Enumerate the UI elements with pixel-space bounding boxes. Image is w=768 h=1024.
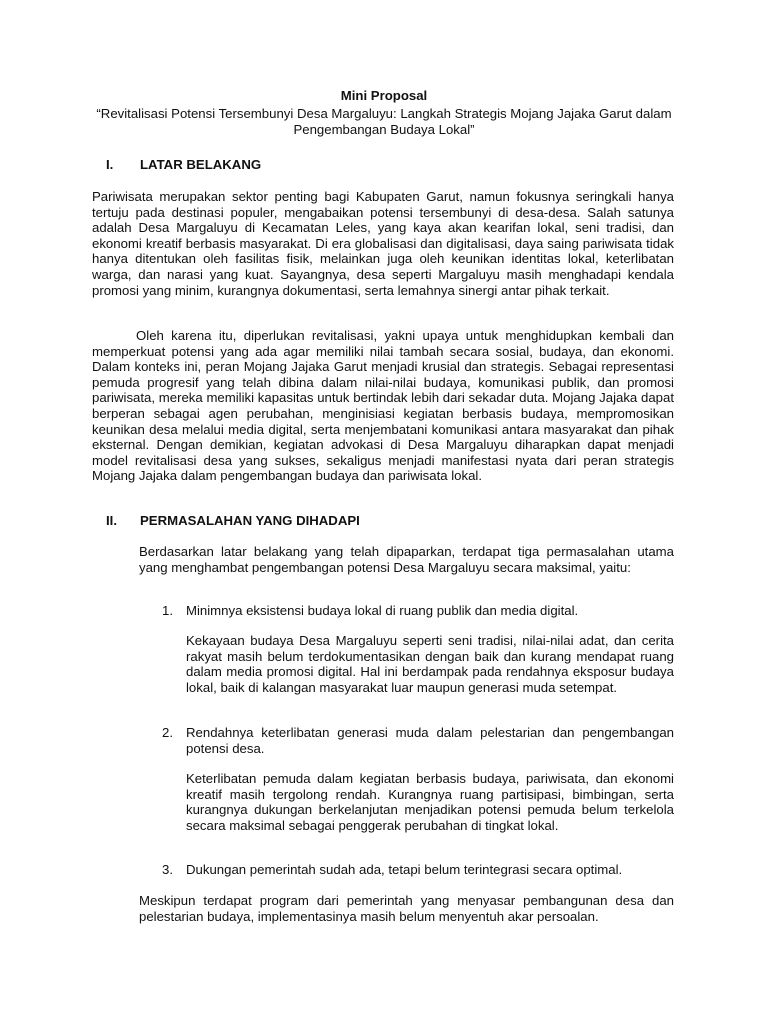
section-number: II.: [106, 513, 117, 528]
paragraph: Oleh karena itu, diperlukan revitalisasi, yakni upaya untuk menghidupkan kembali dan memperkuat potensi yang ada agar memiliki nilai tambah secara sosial, budaya, dan ekonomi. Dalam konteks ini, peran Mojang Jajaka Garut menjadi krusial dan strategis. Sebagai representasi pemuda progresif yang telah dibina dalam nilai-nilai budaya, komunikasi publik, dan promosi pariwisata, mereka memiliki kapasitas untuk bertindak lebih dari sekadar duta. Mojang Jajaka dapat berperan sebagai agen perubahan, menginisiasi kegiatan berbasis budaya, mempromosikan keunikan desa melalui media digital, serta menjembatani komunikasi antara masyarakat dan pihak eksternal. Dengan demikian, kegiatan advokasi di Desa Margaluyu diharapkan dapat menjadi model revitalisasi desa yang sukses, sekaligus menjadi manifestasi nyata dari peran strategis Mojang Jajaka dalam pengembangan budaya dan pariwisata lokal.: [92, 328, 674, 484]
document-subtitle: “Revitalisasi Potensi Tersembunyi Desa Margaluyu: Langkah Strategis Mojang Jajaka Garut dalam Pengembangan Budaya Lokal”: [96, 106, 672, 137]
list-item-title: Rendahnya keterlibatan generasi muda dalam pelestarian dan pengembangan potensi desa.: [186, 725, 674, 756]
paragraph: Pariwisata merupakan sektor penting bagi Kabupaten Garut, namun fokusnya seringkali hanya tertuju pada destinasi populer, mengabaikan potensi tersembunyi di desa-desa. Salah satunya adalah Desa Margaluyu di Kecamatan Leles, yang kaya akan kearifan lokal, seni tradisi, dan ekonomi kreatif berbasis masyarakat. Di era globalisasi dan digitalisasi, daya saing pariwisata tidak hanya ditentukan oleh fasilitas fisik, melainkan juga oleh keunikan identitas lokal, keterlibatan warga, dan narasi yang kuat. Sayangnya, desa seperti Margaluyu masih menghadapi kendala promosi yang minim, kurangnya dokumentasi, serta lemahnya sinergi antar pihak terkait.: [92, 189, 674, 298]
list-item-description: Kekayaan budaya Desa Margaluyu seperti seni tradisi, nilai-nilai adat, dan cerita rakyat masih belum terdokumentasikan dengan baik dan kurang mendapat ruang dalam media promosi digital. Hal ini berdampak pada rendahnya eksposur budaya lokal, baik di kalangan masyarakat luar maupun generasi muda setempat.: [186, 633, 674, 695]
document-title: Mini Proposal: [340, 88, 428, 103]
section-closing: Meskipun terdapat program dari pemerintah yang menyasar pembangunan desa dan pelestarian budaya, implementasinya masih belum menyentuh akar persoalan.: [139, 893, 674, 924]
section-title: LATAR BELAKANG: [140, 157, 262, 172]
section-title: PERMASALAHAN YANG DIHADAPI: [140, 513, 360, 528]
section-intro: Berdasarkan latar belakang yang telah dipaparkan, terdapat tiga permasalahan utama yang menghambat pengembangan potensi Desa Margaluyu secara maksimal, yaitu:: [139, 544, 674, 575]
list-item-title: Minimnya eksistensi budaya lokal di ruang publik dan media digital.: [186, 603, 579, 618]
section-heading-permasalahan: [106, 513, 360, 529]
section-heading-latar-belakang: [106, 157, 261, 173]
list-item-title: Dukungan pemerintah sudah ada, tetapi belum terintegrasi secara optimal.: [186, 862, 623, 877]
section-number: I.: [106, 157, 114, 172]
list-item-number: 3.: [162, 862, 173, 877]
list-item-description: Keterlibatan pemuda dalam kegiatan berbasis budaya, pariwisata, dan ekonomi kreatif masih tergolong rendah. Kurangnya ruang partisipasi, bimbingan, serta kurangnya dukungan berkelanjutan menjadikan potensi pemuda belum terkelola secara maksimal sebagai penggerak perubahan di tingkat lokal.: [186, 771, 674, 833]
list-item-number: 1.: [162, 603, 173, 618]
list-item-number: 2.: [162, 725, 173, 740]
